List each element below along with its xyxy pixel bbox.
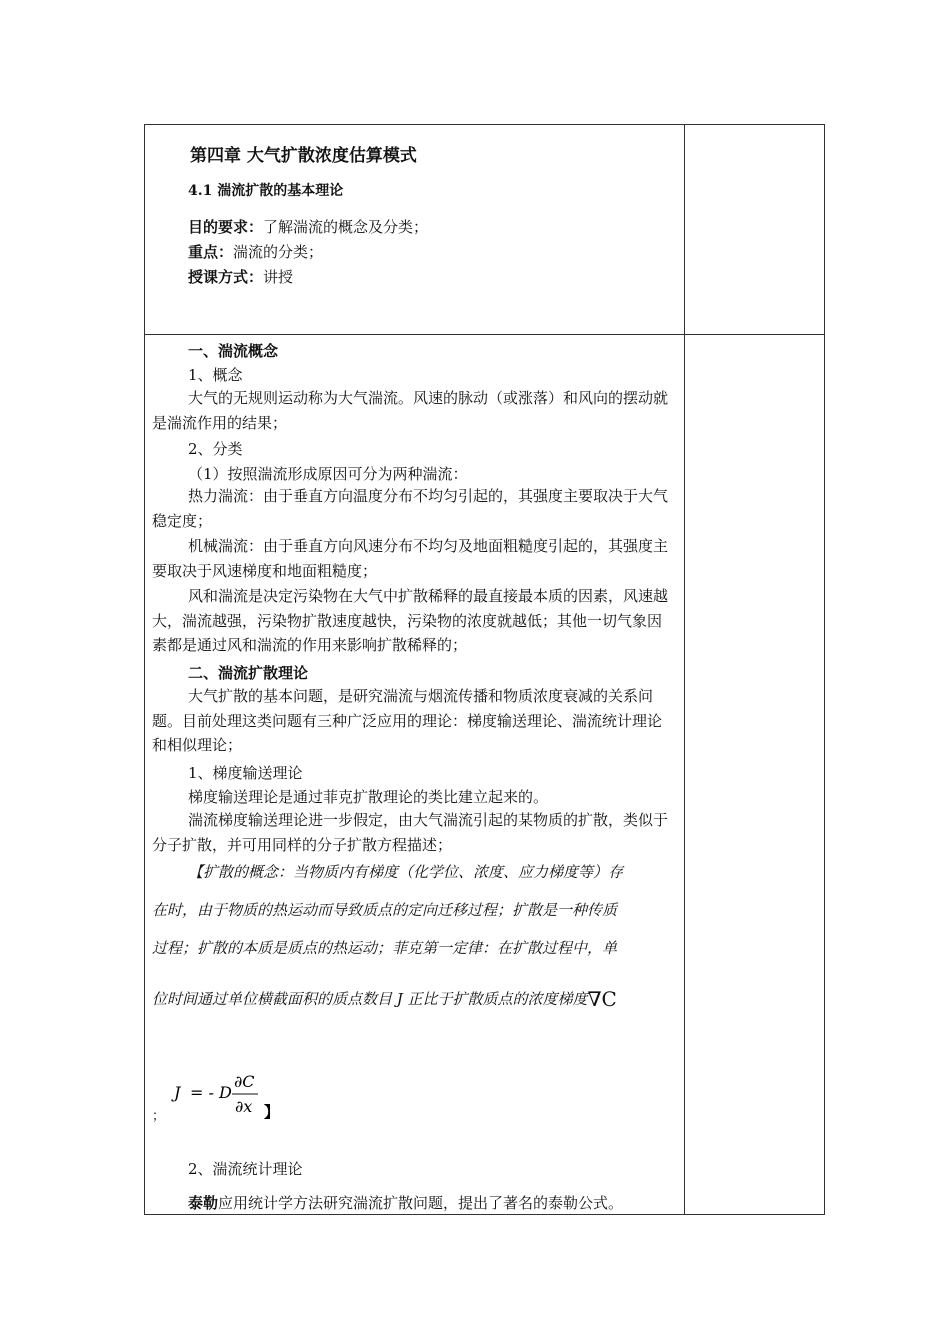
note-line-4-text: 位时间通过单位横截面积的质点数目 J 正比于扩散质点的浓度梯度 [152,990,588,1008]
method-line [188,266,293,287]
eq-numerator: ∂C [234,1072,255,1091]
subheading-classification: 2、分类 [188,440,243,458]
heading-turbulence-concept: 一、湍流概念 [188,342,279,360]
eq-j: J [174,1083,181,1102]
paragraph-mechanical-turbulence: 机械湍流：由于垂直方向风速分布不均匀及地面粗糙度引起的，其强度主要取决于风速梯度和地面粗糙度； [152,537,669,580]
eq-denominator: ∂x [235,1097,253,1116]
heading-turbulent-diffusion-theory: 二、湍流扩散理论 [188,664,309,682]
taylor-name: 泰勒 [188,1194,219,1212]
chapter-title: 第四章 大气扩散浓度估算模式 [190,146,417,166]
method-text: 讲授 [263,268,294,286]
taylor-text: 应用统计学方法研究湍流扩散问题，提出了著名的泰勒公式。 [218,1194,624,1212]
objective-text: 了解湍流的概念及分类； [263,218,429,236]
subheading-classification-1: （1）按照湍流形成原因可分为两种湍流： [188,465,468,483]
note-line-4 [152,987,617,1011]
objective-label: 目的要求： [188,218,264,236]
subheading-gradient-transport: 1、梯度输送理论 [188,764,303,782]
table-column-divider [684,124,685,1215]
table-row-divider [144,334,825,335]
eq-equals-d: = - D [190,1083,232,1102]
subheading-concept: 1、概念 [188,366,243,384]
note-line-3: 过程；扩散的本质是质点的热运动；菲克第一定律：在扩散过程中，单 [152,939,618,957]
eq-bracket: 】 [264,1103,280,1121]
paragraph-gradient-transport-intro: 梯度输送理论是通过菲克扩散理论的类比建立起来的。 [188,788,549,806]
keypoint-line [188,241,323,262]
subheading-statistical-theory: 2、湍流统计理论 [188,1160,303,1178]
objective-line [188,216,428,237]
keypoint-label: 重点： [188,243,234,261]
paragraph-thermal-turbulence: 热力湍流：由于垂直方向温度分布不均匀引起的，其强度主要取决于大气稳定度； [152,487,669,530]
method-label: 授课方式： [188,268,264,286]
paragraph-wind-and-turbulence: 风和湍流是决定污染物在大气中扩散稀释的最直接最本质的因素，风速越大，湍流越强，污染物扩散速度越快，污染物的浓度就越低；其他一切气象因素都是通过风和湍流的作用来影响扩散稀释的； [152,587,669,654]
paragraph-concept: 大气的无规则运动称为大气湍流。风速的脉动（或涨落）和风向的摆动就是湍流作用的结果； [152,389,669,432]
paragraph-diffusion-problem: 大气扩散的基本问题，是研究湍流与烟流传播和物质浓度衰减的关系问题。目前处理这类问题有三种广泛应用的理论：梯度输送理论、湍流统计理论和相似理论； [152,687,663,754]
keypoint-text: 湍流的分类； [233,243,324,261]
paragraph-taylor [188,1192,623,1213]
note-line-2: 在时，由于物质的热运动而导致质点的定向迁移过程；扩散是一种传质 [152,901,618,919]
paragraph-gradient-transport-assumption: 湍流梯度输送理论进一步假定，由大气湍流引起的某物质的扩散，类似于分子扩散，并可用同样的分子扩散方程描述； [152,811,669,854]
section-title: 4.1 湍流扩散的基本理论 [188,183,344,199]
note-line-1: 【扩散的概念：当物质内有梯度（化学位、浓度、应力梯度等）存 [188,863,624,881]
gradient-symbol: ∇C [587,987,617,1011]
eq-semicolon: ； [152,1109,166,1124]
fick-equation [168,1067,298,1127]
